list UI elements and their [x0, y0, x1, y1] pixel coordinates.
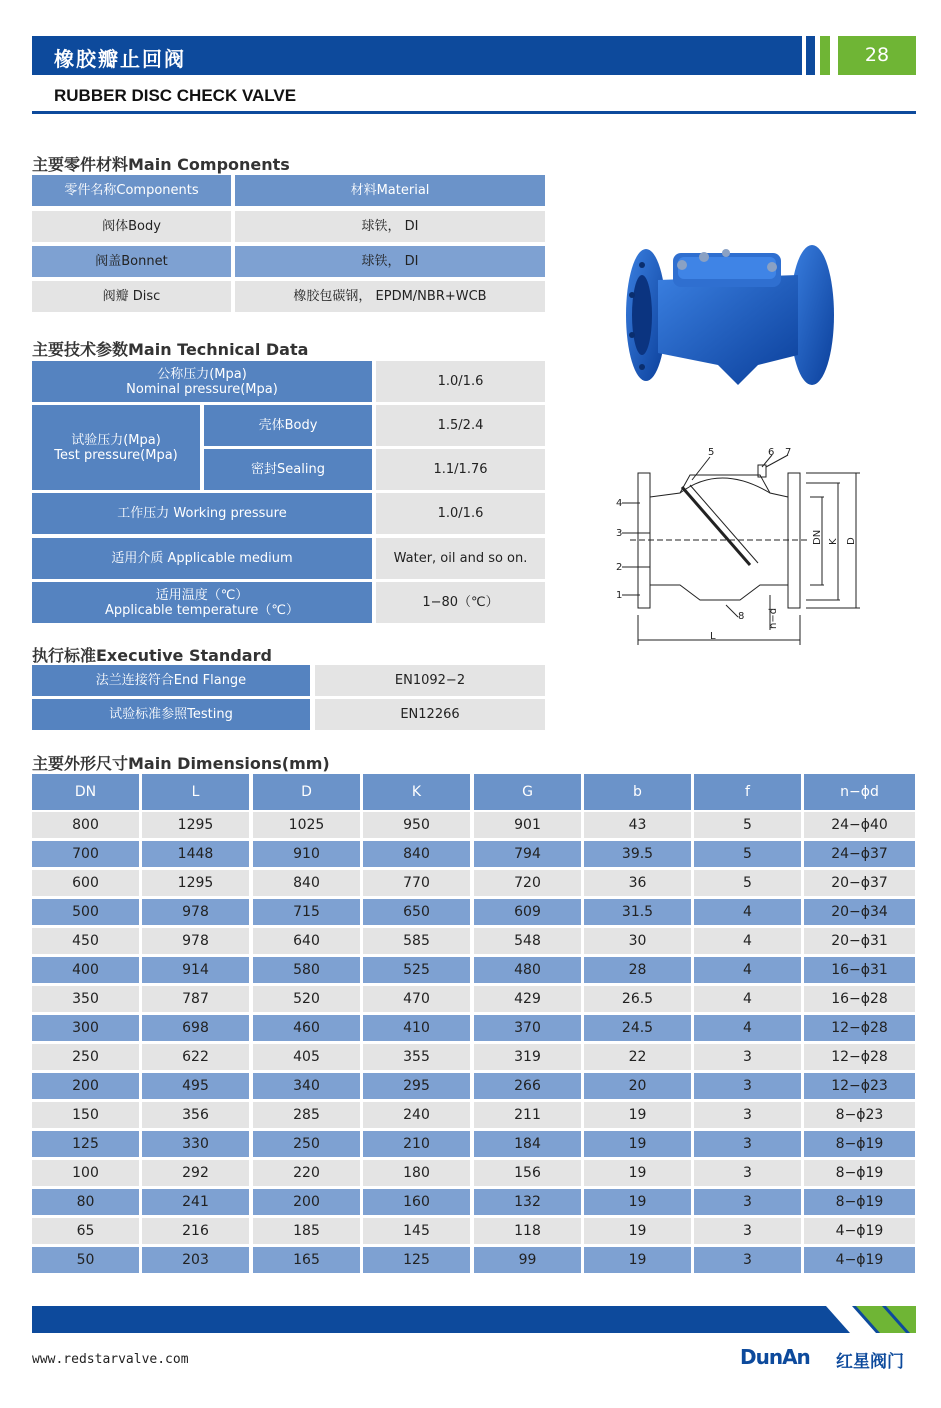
- dim-label-DN: DN: [812, 529, 823, 545]
- footer-url[interactable]: www.redstarvalve.com: [32, 1352, 189, 1367]
- medium-label: 适用介质 Applicable medium: [32, 538, 372, 579]
- callout-1: 1: [616, 590, 623, 601]
- dimensions-cell: 19: [584, 1189, 691, 1215]
- dimensions-cell: 24−ϕ40: [804, 812, 915, 838]
- dim-label-L: L: [710, 631, 716, 642]
- dimensions-cell: 22: [584, 1044, 691, 1070]
- dimensions-cell: 3: [694, 1044, 801, 1070]
- dimensions-cell: 4−ϕ19: [804, 1218, 915, 1244]
- temperature-label-en: Applicable temperature（℃）: [104, 602, 300, 618]
- header-stripe: [806, 36, 815, 75]
- dimensions-cell: 1295: [142, 870, 249, 896]
- dimensions-cell: 20−ϕ31: [804, 928, 915, 954]
- dimensions-cell: 330: [142, 1131, 249, 1157]
- working-pressure-value: 1.0/1.6: [376, 493, 545, 534]
- dimensions-cell: 950: [363, 812, 470, 838]
- dimensions-cell: 405: [253, 1044, 360, 1070]
- dimensions-cell: 800: [32, 812, 139, 838]
- body-pressure-value: 1.5/2.4: [376, 405, 545, 446]
- dimensions-cell: 31.5: [584, 899, 691, 925]
- dimensions-cell: 978: [142, 899, 249, 925]
- dimensions-cell: 356: [142, 1102, 249, 1128]
- callout-4: 4: [616, 498, 623, 509]
- footer-logo: DunAn: [740, 1345, 810, 1369]
- dimensions-cell: 24−ϕ37: [804, 841, 915, 867]
- dimensions-cell: 250: [253, 1131, 360, 1157]
- dimensions-cell: 548: [474, 928, 581, 954]
- dimensions-cell: 3: [694, 1131, 801, 1157]
- dimensions-cell: 210: [363, 1131, 470, 1157]
- dimensions-cell: 3: [694, 1218, 801, 1244]
- temperature-value: 1−80（℃）: [376, 582, 545, 623]
- dimensions-cell: 5: [694, 812, 801, 838]
- dimensions-cell: 1025: [253, 812, 360, 838]
- dimensions-cell: 410: [363, 1015, 470, 1041]
- dimensions-cell: 216: [142, 1218, 249, 1244]
- sealing-pressure-label: 密封Sealing: [204, 449, 372, 490]
- standard-label: 法兰连接符合End Flange: [32, 665, 310, 696]
- dimensions-cell: 580: [253, 957, 360, 983]
- dimensions-cell: 12−ϕ28: [804, 1015, 915, 1041]
- dimensions-cell: 8−ϕ23: [804, 1102, 915, 1128]
- dimensions-cell: 978: [142, 928, 249, 954]
- sealing-pressure-value: 1.1/1.76: [376, 449, 545, 490]
- page-title-cn: 橡胶瓣止回阀: [54, 47, 186, 71]
- dimensions-cell: 99: [474, 1247, 581, 1273]
- dimensions-cell: 132: [474, 1189, 581, 1215]
- dimensions-cell: 715: [253, 899, 360, 925]
- temperature-label: [32, 582, 372, 623]
- dimensions-cell: 203: [142, 1247, 249, 1273]
- nominal-pressure-label: [32, 361, 372, 402]
- medium-value: Water, oil and so on.: [376, 538, 545, 579]
- dimensions-header-cell: L: [142, 774, 249, 810]
- dimensions-cell: 100: [32, 1160, 139, 1186]
- dimensions-cell: 400: [32, 957, 139, 983]
- dimensions-cell: 770: [363, 870, 470, 896]
- working-pressure-label: 工作压力 Working pressure: [32, 493, 372, 534]
- dimensions-cell: 700: [32, 841, 139, 867]
- dimensions-cell: 5: [694, 870, 801, 896]
- dimensions-cell: 4−ϕ19: [804, 1247, 915, 1273]
- dimensions-cell: 4: [694, 986, 801, 1012]
- dimensions-cell: 480: [474, 957, 581, 983]
- nominal-pressure-label-cn: 公称压力(Mpa): [157, 366, 247, 382]
- dimensions-cell: 30: [584, 928, 691, 954]
- dimensions-header-cell: n−ϕd: [804, 774, 915, 810]
- dim-label-K: K: [828, 538, 839, 545]
- components-title: 主要零件材料Main Components: [32, 155, 290, 174]
- dimensions-cell: 12−ϕ28: [804, 1044, 915, 1070]
- dimensions-cell: 525: [363, 957, 470, 983]
- dimensions-cell: 370: [474, 1015, 581, 1041]
- standard-title: 执行标准Executive Standard: [32, 646, 272, 665]
- dimensions-cell: 19: [584, 1160, 691, 1186]
- dimensions-cell: 24.5: [584, 1015, 691, 1041]
- dimensions-cell: 787: [142, 986, 249, 1012]
- standard-value: EN12266: [315, 699, 545, 730]
- dimensions-cell: 4: [694, 1015, 801, 1041]
- dimensions-cell: 720: [474, 870, 581, 896]
- page-title-en: RUBBER DISC CHECK VALVE: [54, 86, 297, 105]
- test-pressure-label-en: Test pressure(Mpa): [54, 447, 178, 463]
- dimensions-cell: 145: [363, 1218, 470, 1244]
- dimensions-cell: 16−ϕ28: [804, 986, 915, 1012]
- dimensions-cell: 300: [32, 1015, 139, 1041]
- dimensions-cell: 200: [253, 1189, 360, 1215]
- component-name: 阀盖Bonnet: [32, 246, 231, 277]
- dimensions-cell: 840: [363, 841, 470, 867]
- dimensions-cell: 8−ϕ19: [804, 1160, 915, 1186]
- header-divider: [32, 111, 916, 114]
- dimensions-cell: 211: [474, 1102, 581, 1128]
- page-number: 28: [838, 36, 916, 75]
- dimensions-cell: 185: [253, 1218, 360, 1244]
- dimensions-cell: 50: [32, 1247, 139, 1273]
- dimensions-cell: 266: [474, 1073, 581, 1099]
- dimensions-cell: 460: [253, 1015, 360, 1041]
- dimensions-cell: 319: [474, 1044, 581, 1070]
- dimensions-cell: 914: [142, 957, 249, 983]
- dimensions-cell: 3: [694, 1102, 801, 1128]
- dimensions-cell: 4: [694, 957, 801, 983]
- dimensions-cell: 180: [363, 1160, 470, 1186]
- dimensions-cell: 19: [584, 1131, 691, 1157]
- callout-8: 8: [738, 611, 745, 622]
- dimensions-cell: 8−ϕ19: [804, 1131, 915, 1157]
- dimensions-header-cell: D: [253, 774, 360, 810]
- dimensions-cell: 340: [253, 1073, 360, 1099]
- dimensions-cell: 156: [474, 1160, 581, 1186]
- dimensions-header-cell: b: [584, 774, 691, 810]
- dimensions-cell: 160: [363, 1189, 470, 1215]
- dimensions-cell: 295: [363, 1073, 470, 1099]
- dimensions-cell: 200: [32, 1073, 139, 1099]
- callout-2: 2: [616, 562, 623, 573]
- dimensions-cell: 4: [694, 928, 801, 954]
- dimensions-cell: 1448: [142, 841, 249, 867]
- dimensions-cell: 19: [584, 1218, 691, 1244]
- dimensions-cell: 1295: [142, 812, 249, 838]
- dimensions-cell: 8−ϕ19: [804, 1189, 915, 1215]
- dimensions-cell: 26.5: [584, 986, 691, 1012]
- dim-label-nd: n−d: [768, 607, 779, 629]
- standard-label: 试验标准参照Testing: [32, 699, 310, 730]
- callout-5: 5: [708, 447, 715, 458]
- dimensions-cell: 650: [363, 899, 470, 925]
- dimensions-cell: 20−ϕ37: [804, 870, 915, 896]
- dimensions-cell: 4: [694, 899, 801, 925]
- dimensions-cell: 840: [253, 870, 360, 896]
- dimensions-cell: 220: [253, 1160, 360, 1186]
- dimensions-cell: 125: [363, 1247, 470, 1273]
- dimensions-cell: 585: [363, 928, 470, 954]
- dimensions-cell: 3: [694, 1073, 801, 1099]
- dimensions-cell: 39.5: [584, 841, 691, 867]
- dimensions-cell: 910: [253, 841, 360, 867]
- dimensions-cell: 20−ϕ34: [804, 899, 915, 925]
- nominal-pressure-label-en: Nominal pressure(Mpa): [126, 381, 278, 397]
- component-name: 阀瓣 Disc: [32, 281, 231, 312]
- component-material: 球铁， DI: [235, 246, 545, 277]
- test-pressure-label-cn: 试验压力(Mpa): [71, 432, 161, 448]
- dimensions-cell: 600: [32, 870, 139, 896]
- dimensions-cell: 3: [694, 1247, 801, 1273]
- dimensions-cell: 36: [584, 870, 691, 896]
- dimensions-cell: 698: [142, 1015, 249, 1041]
- dimensions-cell: 80: [32, 1189, 139, 1215]
- dimensions-header-cell: DN: [32, 774, 139, 810]
- dimensions-cell: 12−ϕ23: [804, 1073, 915, 1099]
- temperature-label-cn: 适用温度（℃）: [155, 587, 249, 603]
- dimensions-header-cell: f: [694, 774, 801, 810]
- callout-6: 6: [768, 447, 775, 458]
- standard-value: EN1092−2: [315, 665, 545, 696]
- dimensions-cell: 292: [142, 1160, 249, 1186]
- dimensions-cell: 429: [474, 986, 581, 1012]
- dimensions-header-cell: K: [363, 774, 470, 810]
- dimensions-cell: 28: [584, 957, 691, 983]
- components-header-material: 材料Material: [235, 175, 545, 206]
- dimensions-cell: 609: [474, 899, 581, 925]
- footer-bar: [32, 1306, 916, 1333]
- body-pressure-label: 壳体Body: [204, 405, 372, 446]
- dimensions-header-cell: G: [474, 774, 581, 810]
- footer-logo-cn: 红星阀门: [836, 1352, 904, 1372]
- dimensions-cell: 622: [142, 1044, 249, 1070]
- dimensions-cell: 250: [32, 1044, 139, 1070]
- component-name: 阀体Body: [32, 211, 231, 242]
- test-pressure-label: [32, 405, 200, 490]
- valve-drawing: [610, 445, 870, 650]
- dimensions-cell: 43: [584, 812, 691, 838]
- components-header-name: 零件名称Components: [32, 175, 231, 206]
- callout-3: 3: [616, 528, 623, 539]
- dimensions-cell: 355: [363, 1044, 470, 1070]
- dimensions-cell: 165: [253, 1247, 360, 1273]
- dimensions-cell: 19: [584, 1102, 691, 1128]
- dimensions-cell: 520: [253, 986, 360, 1012]
- valve-photo: [618, 235, 840, 410]
- dimensions-cell: 350: [32, 986, 139, 1012]
- dimensions-cell: 901: [474, 812, 581, 838]
- dimensions-cell: 640: [253, 928, 360, 954]
- dimensions-cell: 794: [474, 841, 581, 867]
- footer-stripes: [826, 1306, 916, 1333]
- dimensions-cell: 450: [32, 928, 139, 954]
- dimensions-cell: 19: [584, 1247, 691, 1273]
- dimensions-cell: 500: [32, 899, 139, 925]
- dimensions-cell: 5: [694, 841, 801, 867]
- dimensions-cell: 3: [694, 1189, 801, 1215]
- dimensions-cell: 495: [142, 1073, 249, 1099]
- dimensions-cell: 16−ϕ31: [804, 957, 915, 983]
- technical-title: 主要技术参数Main Technical Data: [32, 340, 309, 359]
- dimensions-cell: 285: [253, 1102, 360, 1128]
- dim-label-D: D: [846, 537, 857, 545]
- dimensions-cell: 150: [32, 1102, 139, 1128]
- dimensions-cell: 184: [474, 1131, 581, 1157]
- dimensions-cell: 3: [694, 1160, 801, 1186]
- dimensions-cell: 65: [32, 1218, 139, 1244]
- dimensions-cell: 240: [363, 1102, 470, 1128]
- dimensions-cell: 125: [32, 1131, 139, 1157]
- component-material: 橡胶包碳钢， EPDM/NBR+WCB: [235, 281, 545, 312]
- component-material: 球铁， DI: [235, 211, 545, 242]
- dimensions-cell: 241: [142, 1189, 249, 1215]
- nominal-pressure-value: 1.0/1.6: [376, 361, 545, 402]
- dimensions-cell: 20: [584, 1073, 691, 1099]
- dimensions-title: 主要外形尺寸Main Dimensions(mm): [32, 754, 330, 773]
- callout-7: 7: [785, 447, 792, 458]
- dimensions-cell: 470: [363, 986, 470, 1012]
- dimensions-cell: 118: [474, 1218, 581, 1244]
- header-stripe: [820, 36, 830, 75]
